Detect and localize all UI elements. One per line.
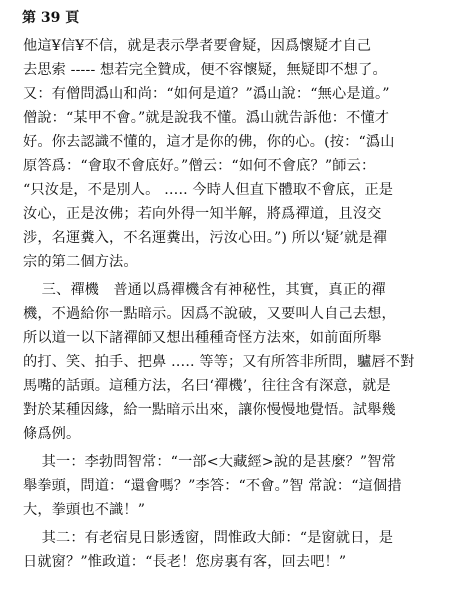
text-line: 其二：有老宿見日影透窗，問惟政大師：“是窗就日，是: [23, 530, 394, 546]
text-line: 宗的第二個方法。: [23, 254, 138, 270]
text-line: 馬嘴的話頭。這種方法，名曰‘禪機’，往往含有深意，就是: [23, 378, 391, 394]
text-line: 大，拳頭也不識！”: [23, 502, 146, 518]
text-line: 舉拳頭，問道：“還會嗎？”李答：“不會。”智 常說：“這個措: [23, 478, 402, 494]
text-line: 好。你去認識不懂的，這才是你的佛，你的心。(按：“潙山: [23, 134, 395, 150]
text-line: 去思索 ----- 想若完全贊成，便不容懷疑，無疑即不想了。: [23, 62, 387, 78]
text-line: 條爲例。: [23, 426, 81, 442]
text-line: “只汝是，不是別人。 ….. 今時人但直下體取不會底，正是: [23, 182, 394, 198]
text-line: 日就窗？”惟政道：“長老！您房裏有客，回去吧！”: [23, 554, 347, 570]
text-line: 汝心，正是汝佛；若向外得一知半解，將爲禪道，且沒交: [23, 206, 382, 222]
text-line: 他這¥信¥不信，就是表示學者要會疑，因爲懷疑才自己: [23, 38, 372, 54]
text-line: 三、禪機 普通以爲禪機含有神秘性，其實，真正的禪: [23, 282, 386, 298]
text-line: 對於某種因緣，給一點暗示出來，讓你慢慢地覺悟。試舉幾: [23, 402, 396, 418]
text-line: 僧說：“某甲不會。”就是說我不懂。潙山就告訴他：不懂才: [23, 110, 390, 126]
text-line: 所以道一以下諸禪師又想出種種奇怪方法來，如前面所舉: [23, 330, 382, 346]
text-line: 涉，名運糞入，不名運糞出，污汝心田。”) 所以‘疑’就是禪: [23, 230, 388, 246]
text-line: 的打、笑、拍手、把鼻 ….. 等等；又有所答非所問，驢唇不對: [23, 354, 415, 370]
page-number: 第 39 頁: [22, 10, 80, 26]
text-line: 原答爲：“會取不會底好。”僧云：“如何不會底？”師云：: [23, 158, 376, 174]
text-line: 又：有僧問潙山和尚：“如何是道？”潙山說：“無心是道。”: [23, 86, 390, 102]
text-line: 機，不過給你一點暗示。因爲不說破，又要叫人自己去想，: [23, 306, 396, 322]
text-line: 其一：李勃問智常：“一部<大藏經>說的是甚麼？”智常: [23, 454, 396, 470]
